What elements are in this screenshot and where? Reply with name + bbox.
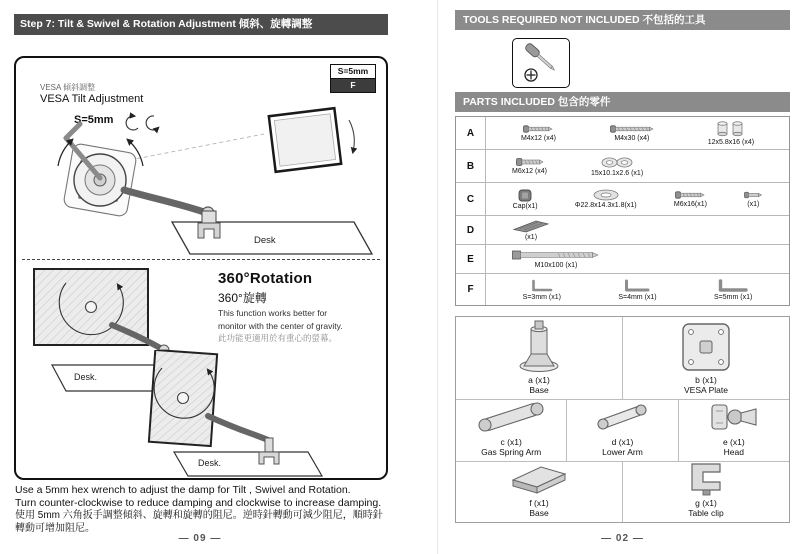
wrench-size-label: S=5mm: [74, 114, 114, 126]
footer-en-line1: Use a 5mm hex wrench to adjust the damp for Tilt , Swivel and Rotation.: [15, 484, 351, 496]
rotation-illustration-portrait: [108, 350, 338, 478]
parts-grid: [455, 316, 790, 523]
part-item: (x1): [512, 219, 550, 241]
parts-row-a: [456, 117, 789, 150]
row-label-a: A: [456, 117, 486, 149]
parts-row-d: [456, 216, 789, 245]
footer-en-line2: Turn counter-clockwise to reduce damping and clockwise to increase damping.: [15, 496, 382, 509]
rotation-desc-line2: monitor with the center of gravity.: [218, 320, 343, 331]
row-label-c: C: [456, 183, 486, 215]
lower-arm-icon: [593, 400, 651, 436]
parts-header: [455, 92, 790, 112]
vesa-title-cn: VESA 傾斜調整: [40, 83, 96, 92]
parts-grid-row: [456, 400, 789, 462]
step-header: [14, 14, 388, 35]
hex-wrench-icon: [718, 279, 748, 293]
vesa-title-en: VESA Tilt Adjustment: [40, 93, 144, 105]
tool-size-label: S=5mm: [330, 64, 376, 79]
rotation-desc-cn: 此功能更適用於有重心的螢幕。: [218, 333, 338, 344]
parts-table: [455, 116, 790, 306]
step-title: Step 7: Tilt & Swivel & Rotation Adjustment 傾斜、旋轉調整: [20, 18, 313, 30]
part-item: S=4mm (x1): [618, 279, 656, 301]
part-item: M6x12 (x4): [512, 157, 547, 175]
part-cell-d: d (x1) Lower Arm: [567, 400, 678, 461]
washer-icon: [601, 156, 633, 169]
part-item: M4x12 (x4): [521, 124, 556, 142]
part-cell-g: g (x1) Table clip: [623, 462, 789, 522]
pin-icon: [744, 190, 762, 200]
part-cell-b: b (x1) VESA Plate: [623, 317, 789, 399]
washer-icon: [593, 189, 619, 201]
row-label-f: F: [456, 274, 486, 305]
parts-grid-row: [456, 317, 789, 400]
tools-header: [455, 10, 790, 30]
page-number-right: — 02 —: [601, 533, 644, 544]
parts-header-title: PARTS INCLUDED 包含的零件: [463, 96, 611, 108]
desk-label-bottom: Desk.: [198, 458, 222, 468]
base-plate-icon: [507, 462, 571, 497]
part-cell-a: a (x1) Base: [456, 317, 623, 399]
parts-row-e: [456, 245, 789, 274]
parts-row-c: [456, 183, 789, 216]
base-pole-icon: [507, 318, 571, 374]
page-number-left: — 09 —: [178, 533, 222, 544]
part-item: M10x100 (x1): [512, 249, 600, 269]
part-item: 15x10.1x2.6 (x1): [591, 156, 643, 177]
page-fold-divider: [437, 0, 438, 554]
part-item: M6x16(x1): [674, 190, 707, 208]
screw-icon: [516, 157, 544, 167]
footer-cn-line1: 使用 5mm 六角扳手調整傾斜、旋轉和旋轉的阻尼。逆時針轉動可減少阻尼，順時針: [15, 510, 383, 522]
part-item: M4x30 (x4): [610, 124, 654, 142]
part-item: Cap(x1): [513, 189, 538, 210]
bolt-icon: [512, 249, 600, 261]
row-label-e: E: [456, 245, 486, 273]
part-item: Φ22.8x14.3x1.8(x1): [575, 189, 637, 209]
hex-wrench-icon: [624, 279, 650, 293]
parts-row-b: [456, 150, 789, 183]
row-label-b: B: [456, 150, 486, 182]
plate-icon: [512, 219, 550, 233]
footer-cn-line2: 轉動可增加阻尼。: [15, 523, 95, 535]
rotation-title-cn: 360°旋轉: [218, 291, 267, 305]
screw-icon: [523, 124, 553, 134]
rotation-title-en: 360°Rotation: [218, 270, 313, 287]
phillips-screwdriver-icon: [518, 42, 564, 84]
vesa-plate-icon: [679, 320, 733, 374]
row-label-d: D: [456, 216, 486, 244]
footer-instructions: [15, 484, 397, 535]
gas-spring-arm-icon: [473, 400, 549, 436]
cap-icon: [518, 189, 532, 202]
desk-label-mid: Desk.: [74, 372, 98, 382]
spacer-icon: [716, 120, 746, 138]
tool-letter-label: F: [330, 79, 376, 93]
tilt-adjustment-illustration: [22, 102, 374, 258]
part-item: (x1): [744, 190, 762, 208]
parts-row-f: [456, 274, 789, 305]
screw-icon: [675, 190, 705, 200]
screw-icon: [610, 124, 654, 134]
tools-box: [512, 38, 570, 88]
tool-badge: [330, 64, 376, 93]
instruction-panel: [14, 56, 388, 480]
rotation-text-block: [218, 270, 376, 344]
hex-wrench-icon: [531, 279, 553, 293]
parts-grid-row: [456, 462, 789, 522]
part-cell-c: c (x1) Gas Spring Arm: [456, 400, 567, 461]
part-item: S=3mm (x1): [523, 279, 561, 301]
table-clip-icon: [684, 462, 728, 497]
desk-label-top: Desk: [254, 235, 276, 246]
part-cell-f: f (x1) Base: [456, 462, 623, 522]
section-divider: [22, 259, 380, 260]
part-cell-e: e (x1) Head: [679, 400, 789, 461]
part-item: 12x5.8x16 (x4): [708, 120, 754, 146]
head-icon: [706, 400, 762, 436]
rotation-desc-line1: This function works better for: [218, 308, 328, 318]
part-item: S=5mm (x1): [714, 279, 752, 301]
tools-header-title: TOOLS REQUIRED NOT INCLUDED 不包括的工具: [463, 14, 706, 26]
